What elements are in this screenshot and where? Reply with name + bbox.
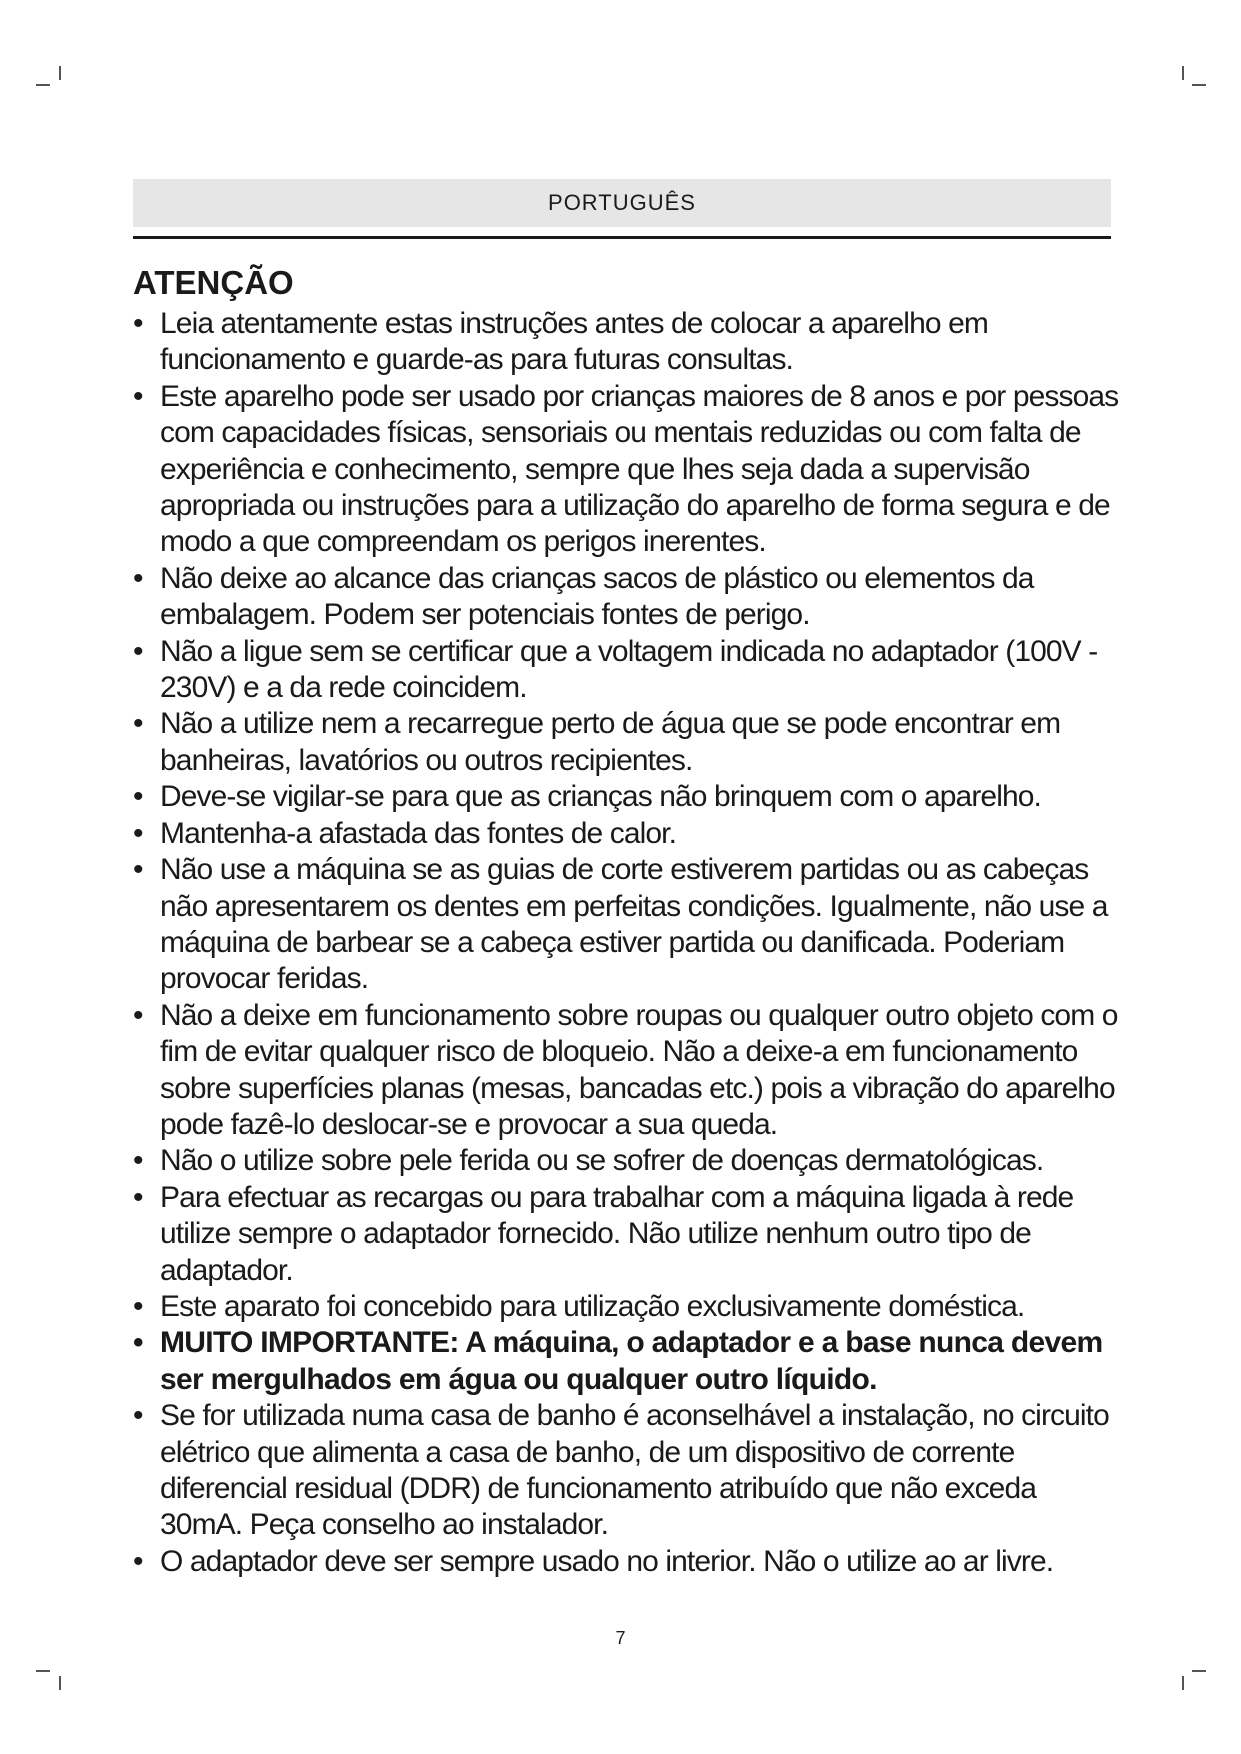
list-item: • Este aparato foi concebido para utilização exclusivamente doméstica. bbox=[133, 1289, 1123, 1325]
crop-mark-bottom-left-h bbox=[36, 1670, 50, 1672]
list-item: • Não use a máquina se as guias de corte estiverem partidas ou as cabeças não apresentarem os dentes em perfeitas condições. Igualmente, não use a máquina de barbear se a cabeça estiver partida ou danificada. Poderiam provocar feridas. bbox=[133, 852, 1123, 998]
list-item: • Não a utilize nem a recarregue perto de água que se pode encontrar em banheiras, lavatórios ou outros recipientes. bbox=[133, 706, 1123, 779]
list-item: • Para efectuar as recargas ou para trabalhar com a máquina ligada à rede utilize sempre o adaptador fornecido. Não utilize nenhum outro tipo de adaptador. bbox=[133, 1180, 1123, 1289]
section-title: ATENÇÃO bbox=[133, 264, 294, 301]
language-header bbox=[133, 179, 1111, 227]
list-item: • Leia atentamente estas instruções antes de colocar a aparelho em funcionamento e guarde-as para futuras consultas. bbox=[133, 306, 1123, 379]
language-label: PORTUGUÊS bbox=[548, 190, 696, 215]
crop-mark-bottom-right-v bbox=[1182, 1676, 1184, 1690]
list-item: • Não deixe ao alcance das crianças sacos de plástico ou elementos da embalagem. Podem ser potenciais fontes de perigo. bbox=[133, 561, 1123, 634]
crop-mark-top-right-h bbox=[1192, 84, 1206, 86]
list-item-important: • MUITO IMPORTANTE: A máquina, o adaptador e a base nunca devem ser mergulhados em água ou qualquer outro líquido. bbox=[133, 1325, 1123, 1398]
crop-mark-bottom-left-v bbox=[59, 1676, 61, 1690]
list-item: • Não o utilize sobre pele ferida ou se sofrer de doenças dermatológicas. bbox=[133, 1143, 1123, 1179]
warning-list bbox=[133, 306, 1123, 1580]
crop-mark-top-right-v bbox=[1182, 66, 1184, 80]
header-divider bbox=[133, 236, 1111, 239]
list-item: • Mantenha-a afastada das fontes de calor. bbox=[133, 816, 1123, 852]
crop-mark-top-left-v bbox=[59, 66, 61, 80]
list-item: • Não a ligue sem se certificar que a voltagem indicada no adaptador (100V - 230V) e a da rede coincidem. bbox=[133, 634, 1123, 707]
page-number: 7 bbox=[615, 1628, 626, 1648]
list-item: • O adaptador deve ser sempre usado no interior. Não o utilize ao ar livre. bbox=[133, 1544, 1123, 1580]
list-item: • Este aparelho pode ser usado por crianças maiores de 8 anos e por pessoas com capacidades físicas, sensoriais ou mentais reduzidas ou com falta de experiência e conhecimento, sempre que lhes seja dada a supervisão apropriada ou instruções para a utilização do aparelho de forma segura e de modo a que compreendam os perigos inerentes. bbox=[133, 379, 1123, 561]
crop-mark-bottom-right-h bbox=[1192, 1670, 1206, 1672]
list-item: • Se for utilizada numa casa de banho é aconselhável a instalação, no circuito elétrico que alimenta a casa de banho, de um dispositivo de corrente diferencial residual (DDR) de funcionamento atribuído que não exceda 30mA. Peça conselho ao instalador. bbox=[133, 1398, 1123, 1544]
warning-section bbox=[133, 262, 1123, 1580]
crop-mark-top-left-h bbox=[36, 84, 50, 86]
list-item: • Deve-se vigilar-se para que as crianças não brinquem com o aparelho. bbox=[133, 779, 1123, 815]
list-item: • Não a deixe em funcionamento sobre roupas ou qualquer outro objeto com o fim de evitar qualquer risco de bloqueio. Não a deixe-a em funcionamento sobre superfícies planas (mesas, bancadas etc.) pois a vibração do aparelho pode fazê-lo deslocar-se e provocar a sua queda. bbox=[133, 998, 1123, 1144]
